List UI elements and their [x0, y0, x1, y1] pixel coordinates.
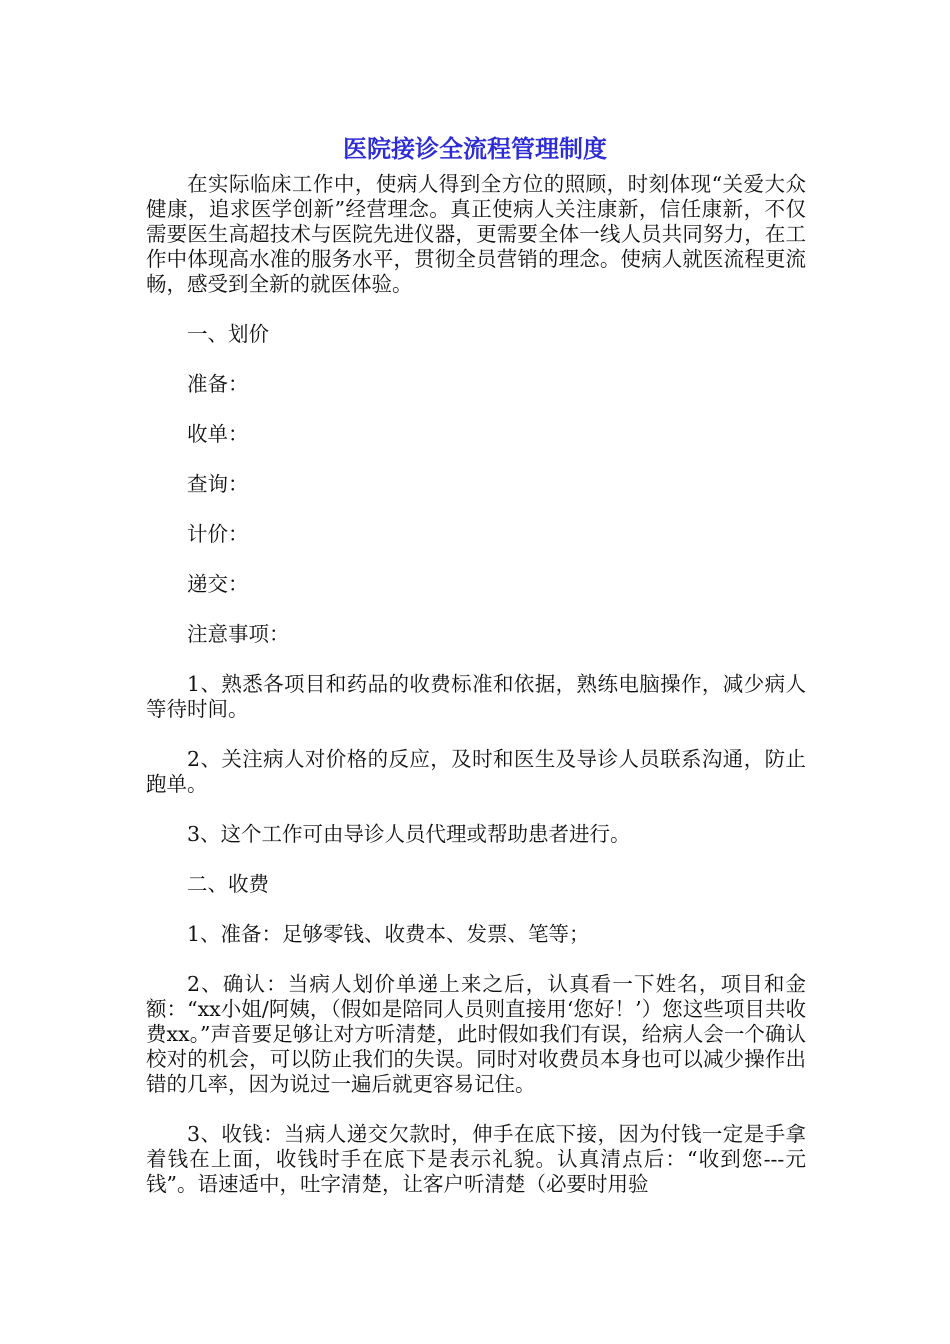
paragraph-query: 查询： [187, 472, 249, 496]
section-heading-pricing: 一、划价 [187, 322, 269, 346]
document-title: 医院接诊全流程管理制度 [343, 135, 607, 163]
paragraph-charge-3: 3、收钱：当病人递交欠款时，伸手在底下接，因为付钱一定是手拿着钱在上面，收钱时手在底下是表示礼貌。认真清点后：“收到您---元钱”。语速适中，吐字清楚，让客户听清楚（必要时用验 [146, 1122, 806, 1196]
intro-paragraph: 在实际临床工作中，使病人得到全方位的照顾，时刻体现“关爱大众健康，追求医学创新”经营理念。真正使病人关注康新，信任康新，不仅需要医生高超技术与医院先进仪器，更需要全体一线人员共同努力，在工作中体现高水准的服务水平，贯彻全员营销的理念。使病人就医流程更流畅，感受到全新的就医体验。 [146, 172, 806, 296]
paragraph-charge-2: 2、确认：当病人划价单递上来之后，认真看一下姓名，项目和金额：“xx小姐/阿姨，（假如是陪同人员则直接用‘您好！’）您这些项目共收费xx。”声音要足够让对方听清楚，此时假如我们有误，给病人会一个确认校对的机会，可以防止我们的失误。同时对收费员本身也可以减少操作出错的几率，因为说过一遍后就更容易记住。 [146, 972, 806, 1096]
document-body [146, 172, 806, 1197]
paragraph-pricing: 计价： [187, 522, 249, 546]
paragraph-note-3: 3、这个工作可由导诊人员代理或帮助患者进行。 [187, 822, 631, 846]
paragraph-notes-heading: 注意事项： [187, 622, 290, 646]
paragraph-note-2: 2、关注病人对价格的反应，及时和医生及导诊人员联系沟通，防止跑单。 [146, 747, 806, 796]
paragraph-submit: 递交： [187, 572, 249, 596]
paragraph-prepare: 准备： [187, 372, 249, 396]
paragraph-receive-slip: 收单： [187, 422, 249, 446]
paragraph-note-1: 1、熟悉各项目和药品的收费标准和依据，熟练电脑操作，减少病人等待时间。 [146, 672, 806, 721]
paragraph-charge-1: 1、准备：足够零钱、收费本、发票、笔等； [187, 922, 590, 946]
section-heading-charging: 二、收费 [187, 872, 269, 896]
